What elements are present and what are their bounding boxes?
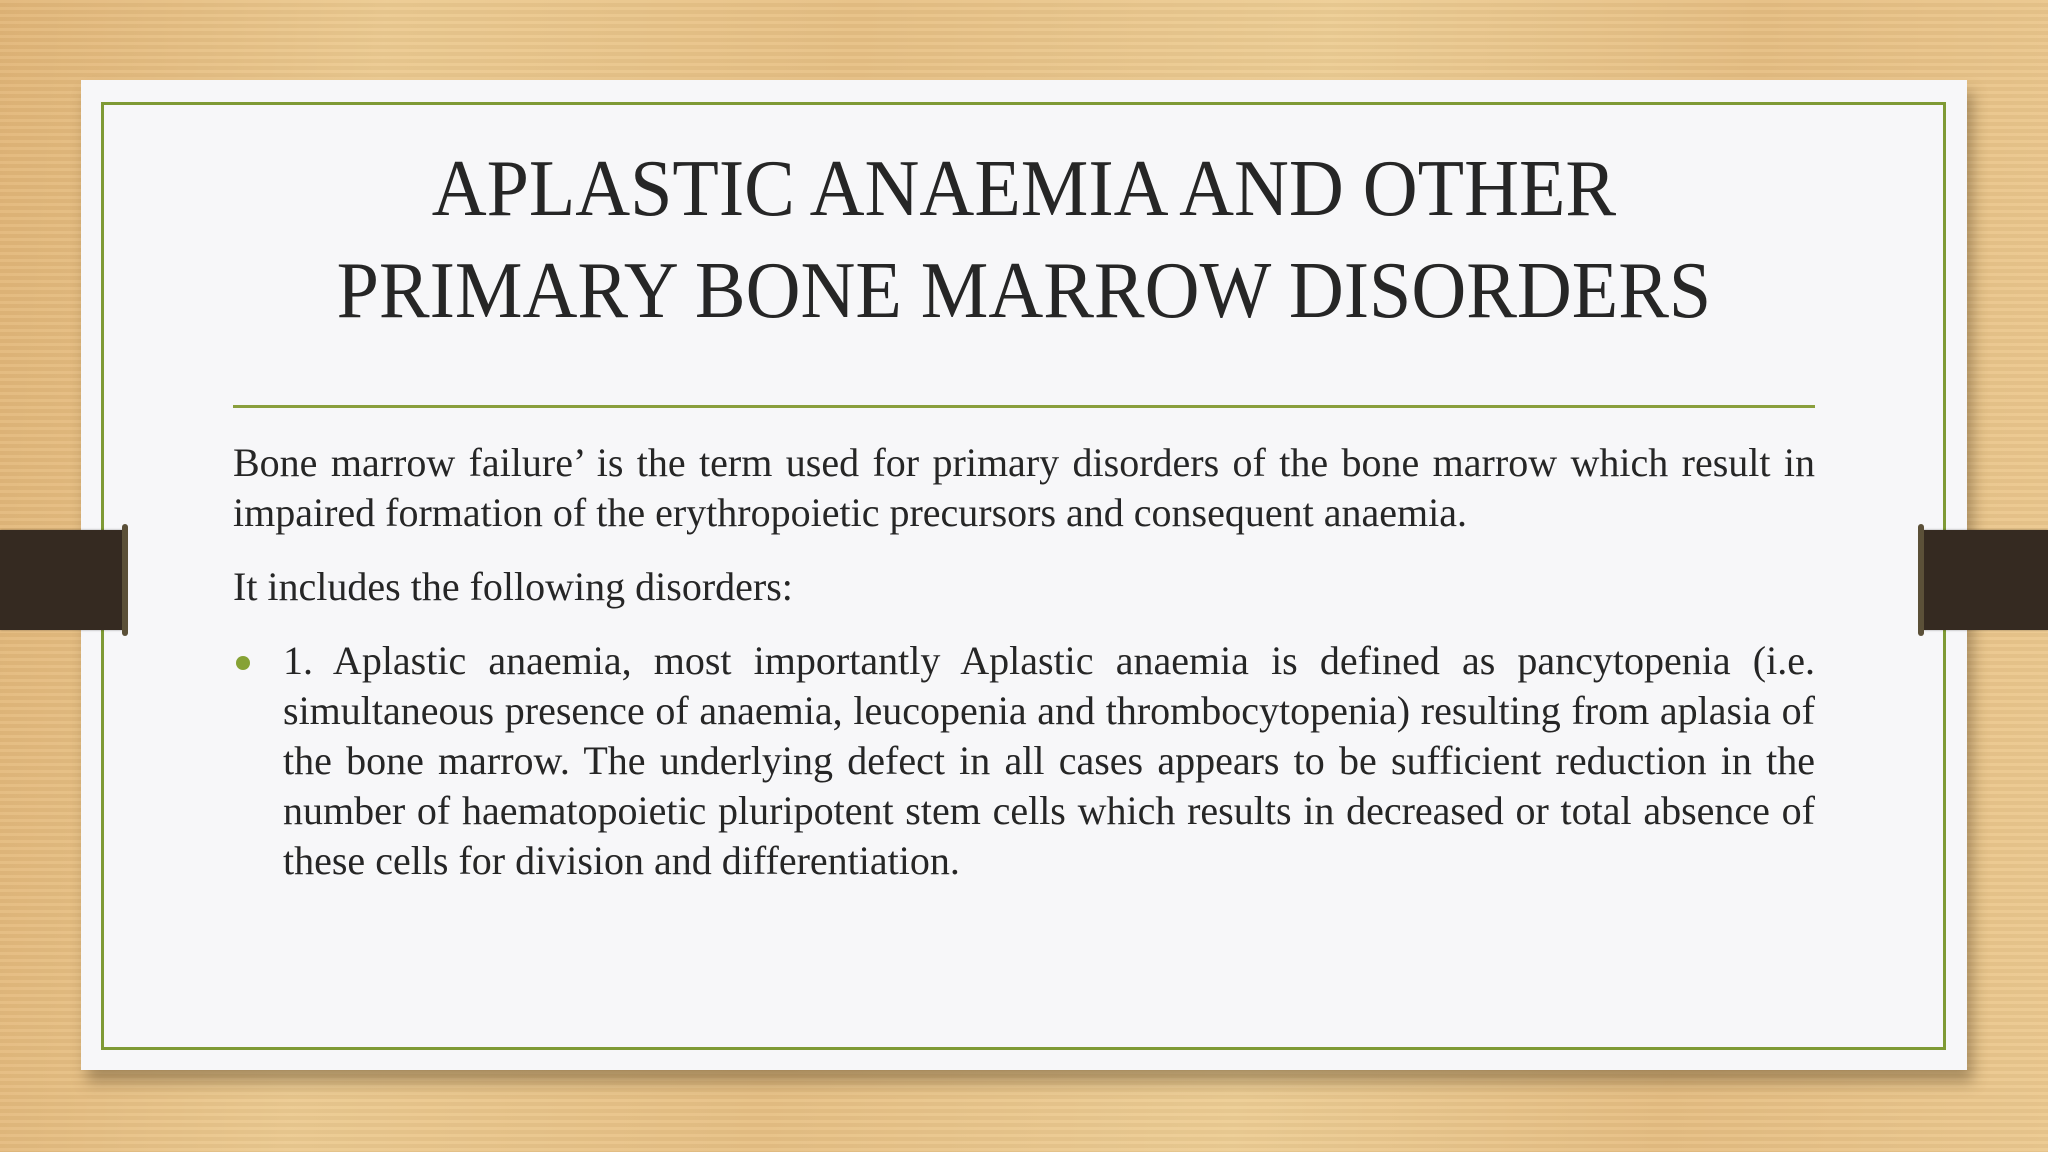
slide-body xyxy=(233,438,1815,886)
right-binder-strap xyxy=(1920,530,2048,630)
slide-title xyxy=(128,138,1920,342)
title-divider xyxy=(233,405,1815,408)
list-item-text: 1. Aplastic anaemia, most importantly Aplastic anaemia is defined as pancytopenia (i.e. simultaneous presence of anaemia, leucopenia and thrombocytopenia) resulting from aplasia of the bone marrow. The underlying defect in all cases appears to be sufficient reduction in the number of haematopoietic pluripotent stem cells which results in decreased or total absence of these cells for division and differentiation. xyxy=(283,638,1815,883)
title-line-1: APLASTIC ANAEMIA AND OTHER xyxy=(431,145,1617,233)
slide-card xyxy=(81,80,1967,1070)
intro-paragraph: Bone marrow failure’ is the term used for primary disorders of the bone marrow which result in impaired formation of the erythropoietic precursors and consequent anaemia. xyxy=(233,440,1815,535)
title-line-2: PRIMARY BONE MARROW DISORDERS xyxy=(336,247,1712,335)
left-binder-strap xyxy=(0,530,126,630)
includes-paragraph: It includes the following disorders: xyxy=(233,564,793,609)
disorders-list xyxy=(233,636,1815,886)
bullet-dot-icon xyxy=(236,656,250,670)
list-item xyxy=(233,636,1815,886)
